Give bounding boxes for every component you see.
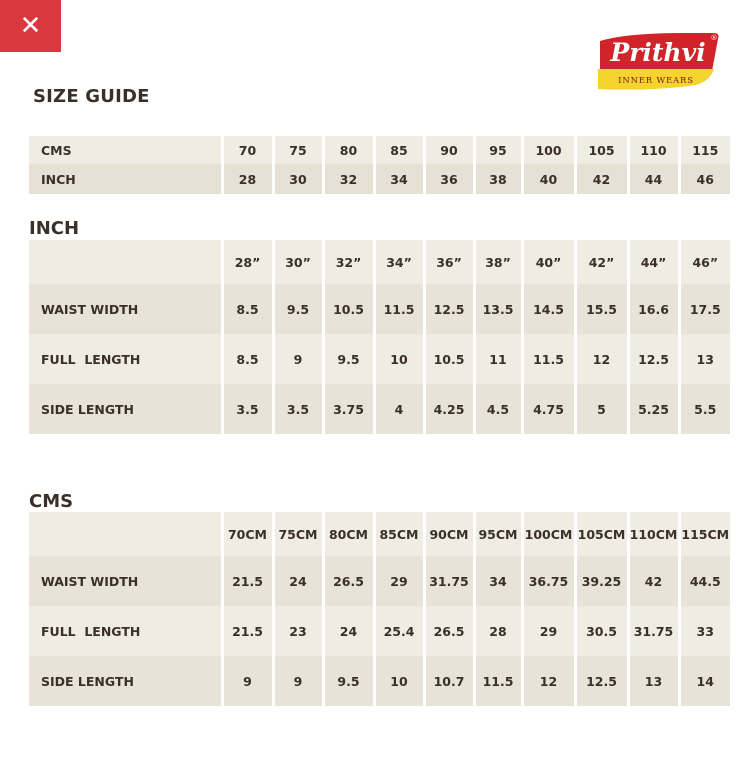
cell: 14 xyxy=(679,656,730,706)
row-label: SIDE LENGTH xyxy=(29,384,222,434)
cell: 12.5 xyxy=(628,334,679,384)
cell: 16.6 xyxy=(628,284,679,334)
cell: 3.5 xyxy=(273,384,323,434)
cell: 13 xyxy=(679,334,730,384)
cell: 3.75 xyxy=(323,384,374,434)
cell: 30 xyxy=(273,164,323,194)
brand-tagline: INNER WEARS xyxy=(618,76,694,86)
cell: 9.5 xyxy=(323,334,374,384)
column-header: 32” xyxy=(323,240,374,284)
cell: 14.5 xyxy=(522,284,575,334)
cell: 10 xyxy=(374,334,424,384)
cell: 10.7 xyxy=(424,656,474,706)
column-header: 80CM xyxy=(323,512,374,556)
cell: 10.5 xyxy=(424,334,474,384)
cell: 44.5 xyxy=(679,556,730,606)
cell: 110 xyxy=(628,136,679,164)
cell: 17.5 xyxy=(679,284,730,334)
cell: 100 xyxy=(522,136,575,164)
cell: 42 xyxy=(575,164,628,194)
cell: 34 xyxy=(474,556,522,606)
column-header: 70CM xyxy=(222,512,273,556)
column-header: 110CM xyxy=(628,512,679,556)
table-row xyxy=(29,556,730,606)
column-header: 40” xyxy=(522,240,575,284)
close-button[interactable] xyxy=(0,0,61,52)
cell: 85 xyxy=(374,136,424,164)
cell: 90 xyxy=(424,136,474,164)
cell: 29 xyxy=(374,556,424,606)
cell: 26.5 xyxy=(424,606,474,656)
column-header: 28” xyxy=(222,240,273,284)
cell: 12.5 xyxy=(575,656,628,706)
column-header: 85CM xyxy=(374,512,424,556)
cell: 11 xyxy=(474,334,522,384)
cell: 34 xyxy=(374,164,424,194)
row-label: FULL LENGTH xyxy=(29,334,222,384)
corner-cell xyxy=(29,240,222,284)
column-header: 36” xyxy=(424,240,474,284)
cell: 11.5 xyxy=(374,284,424,334)
cell: 25.4 xyxy=(374,606,424,656)
cell: 36 xyxy=(424,164,474,194)
column-header: 100CM xyxy=(522,512,575,556)
cell: 10 xyxy=(374,656,424,706)
cell: 32 xyxy=(323,164,374,194)
table-row xyxy=(29,334,730,384)
cell: 11.5 xyxy=(474,656,522,706)
cell: 39.25 xyxy=(575,556,628,606)
conversion-table xyxy=(29,136,730,194)
cell: 12 xyxy=(575,334,628,384)
table-row xyxy=(29,384,730,434)
cell: 9 xyxy=(273,656,323,706)
size-guide-title: SIZE GUIDE xyxy=(33,86,150,107)
cell: 42 xyxy=(628,556,679,606)
column-header: 30” xyxy=(273,240,323,284)
close-icon: ✕ xyxy=(19,11,42,41)
cell: 11.5 xyxy=(522,334,575,384)
cell: 30.5 xyxy=(575,606,628,656)
column-header: 105CM xyxy=(575,512,628,556)
table-row xyxy=(29,284,730,334)
row-label: WAIST WIDTH xyxy=(29,556,222,606)
column-header: 115CM xyxy=(679,512,730,556)
table-row xyxy=(29,656,730,706)
table-header-row xyxy=(29,512,730,556)
column-header: 42” xyxy=(575,240,628,284)
row-label: WAIST WIDTH xyxy=(29,284,222,334)
cell: 4.75 xyxy=(522,384,575,434)
row-label: INCH xyxy=(29,164,222,194)
column-header: 90CM xyxy=(424,512,474,556)
row-label: SIDE LENGTH xyxy=(29,656,222,706)
cell: 36.75 xyxy=(522,556,575,606)
cell: 75 xyxy=(273,136,323,164)
cell: 8.5 xyxy=(222,334,273,384)
cell: 44 xyxy=(628,164,679,194)
cell: 5.25 xyxy=(628,384,679,434)
table-header-row xyxy=(29,240,730,284)
cell: 40 xyxy=(522,164,575,194)
cell: 33 xyxy=(679,606,730,656)
cell: 5.5 xyxy=(679,384,730,434)
cms-heading: CMS xyxy=(29,491,74,512)
corner-cell xyxy=(29,512,222,556)
cell: 38 xyxy=(474,164,522,194)
cell: 23 xyxy=(273,606,323,656)
cell: 95 xyxy=(474,136,522,164)
cell: 12 xyxy=(522,656,575,706)
cell: 12.5 xyxy=(424,284,474,334)
column-header: 46” xyxy=(679,240,730,284)
row-label: CMS xyxy=(29,136,222,164)
cell: 3.5 xyxy=(222,384,273,434)
column-header: 44” xyxy=(628,240,679,284)
cell: 29 xyxy=(522,606,575,656)
cell: 70 xyxy=(222,136,273,164)
cell: 31.75 xyxy=(628,606,679,656)
conversion-row-inch xyxy=(29,164,730,194)
cell: 28 xyxy=(474,606,522,656)
cell: 4.25 xyxy=(424,384,474,434)
cms-size-table xyxy=(29,512,730,706)
cell: 31.75 xyxy=(424,556,474,606)
registered-mark: ® xyxy=(710,34,718,42)
cell: 21.5 xyxy=(222,606,273,656)
cell: 9.5 xyxy=(323,656,374,706)
column-header: 95CM xyxy=(474,512,522,556)
row-label: FULL LENGTH xyxy=(29,606,222,656)
cell: 13 xyxy=(628,656,679,706)
cell: 80 xyxy=(323,136,374,164)
inch-size-table xyxy=(29,240,730,434)
cell: 24 xyxy=(273,556,323,606)
cell: 115 xyxy=(679,136,730,164)
prithvi-logo xyxy=(596,31,724,91)
column-header: 38” xyxy=(474,240,522,284)
cell: 4 xyxy=(374,384,424,434)
cell: 9 xyxy=(273,334,323,384)
cell: 9.5 xyxy=(273,284,323,334)
cell: 24 xyxy=(323,606,374,656)
cell: 105 xyxy=(575,136,628,164)
cell: 4.5 xyxy=(474,384,522,434)
cell: 10.5 xyxy=(323,284,374,334)
brand-name: Prithvi xyxy=(610,38,706,67)
cell: 26.5 xyxy=(323,556,374,606)
table-row xyxy=(29,606,730,656)
column-header: 34” xyxy=(374,240,424,284)
cell: 15.5 xyxy=(575,284,628,334)
column-header: 75CM xyxy=(273,512,323,556)
cell: 13.5 xyxy=(474,284,522,334)
cell: 46 xyxy=(679,164,730,194)
conversion-row-cms xyxy=(29,136,730,164)
cell: 21.5 xyxy=(222,556,273,606)
cell: 8.5 xyxy=(222,284,273,334)
cell: 28 xyxy=(222,164,273,194)
cell: 9 xyxy=(222,656,273,706)
cell: 5 xyxy=(575,384,628,434)
inch-heading: INCH xyxy=(29,218,80,239)
